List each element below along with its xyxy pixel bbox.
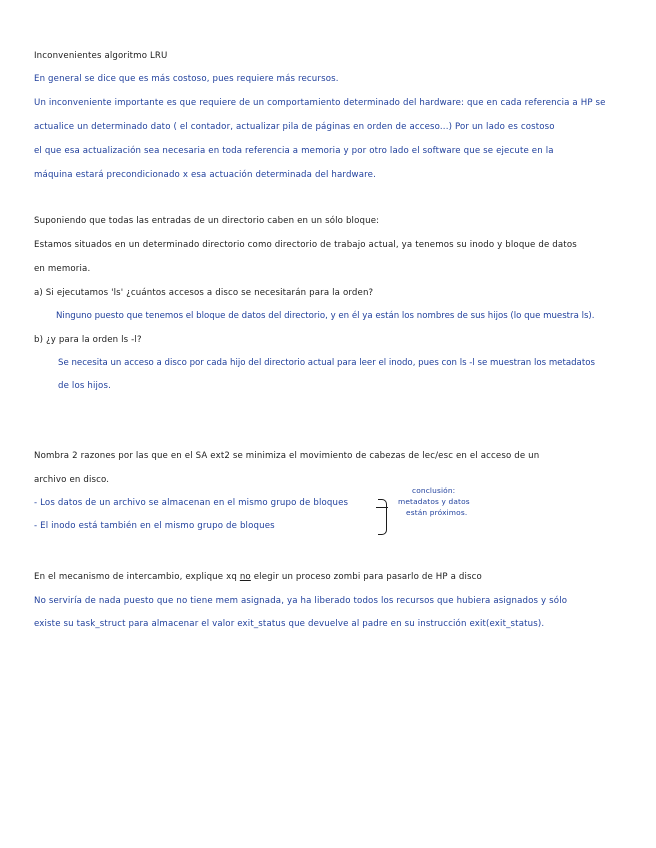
conclusion-text: metadatos y datos	[398, 497, 470, 506]
section-1-answer-line: Un inconveniente importante es que requiere de un comportamiento determinado del hardware: que en cada referencia a HP se	[34, 98, 606, 108]
section-2-intro-line: en memoria.	[34, 264, 91, 274]
question-b: b) ¿y para la orden ls -l?	[34, 335, 142, 345]
brace-bracket	[378, 499, 387, 535]
section-4-question-end: elegir un proceso zombi para pasarlo de HP a disco	[253, 572, 482, 582]
section-1-answer-line: el que esa actualización sea necesaria en toda referencia a memoria y por otro lado el software que se ejecute en la	[34, 146, 554, 156]
section-4-question-start: En el mecanismo de intercambio, explique xq	[34, 572, 237, 582]
underlined-no: no	[239, 572, 251, 582]
section-2-intro-line: Suponiendo que todas las entradas de un directorio caben en un sólo bloque:	[34, 216, 380, 226]
section-4-answer-line: existe su task_struct para almacenar el valor exit_status que devuelve al padre en su instrucción exit(exit_status).	[34, 619, 545, 629]
reason-item: - El inodo está también en el mismo grupo de bloques	[34, 521, 275, 531]
section-4-answer-line: No serviría de nada puesto que no tiene mem asignada, ya ha liberado todos los recursos que hubiera asignados y sólo	[34, 596, 568, 606]
conclusion-label: conclusión:	[412, 486, 456, 495]
answer-b-line: de los hijos.	[58, 381, 111, 391]
section-3-question-line: Nombra 2 razones por las que en el SA ext2 se minimiza el movimiento de cabezas de lec/esc en el acceso de un	[34, 451, 540, 461]
section-4-question	[34, 572, 482, 583]
section-1-answer-line: actualice un determinado dato ( el contador, actualizar pila de páginas en orden de acceso...) Por un lado es costoso	[34, 122, 555, 132]
question-a: a) Si ejecutamos 'ls' ¿cuántos accesos a disco se necesitarán para la orden?	[34, 288, 374, 298]
reason-item: - Los datos de un archivo se almacenan en el mismo grupo de bloques	[34, 498, 349, 508]
answer-b-line: Se necesita un acceso a disco por cada hijo del directorio actual para leer el inodo, pues con ls -l se muestran los metadatos	[58, 358, 595, 368]
section-1-answer-line: máquina estará precondicionado x esa actuación determinada del hardware.	[34, 170, 376, 180]
brace-connector	[376, 507, 388, 508]
section-1-title: Inconvenientes algoritmo LRU	[34, 51, 168, 61]
conclusion-text: están próximos.	[406, 508, 468, 517]
answer-a: Ninguno puesto que tenemos el bloque de datos del directorio, y en él ya están los nombres de sus hijos (lo que muestra ls).	[56, 311, 595, 321]
section-2-intro-line: Estamos situados en un determinado directorio como directorio de trabajo actual, ya tenemos su inodo y bloque de datos	[34, 240, 577, 250]
section-3-question-line: archivo en disco.	[34, 475, 110, 485]
section-1-answer-line: En general se dice que es más costoso, pues requiere más recursos.	[34, 74, 339, 84]
